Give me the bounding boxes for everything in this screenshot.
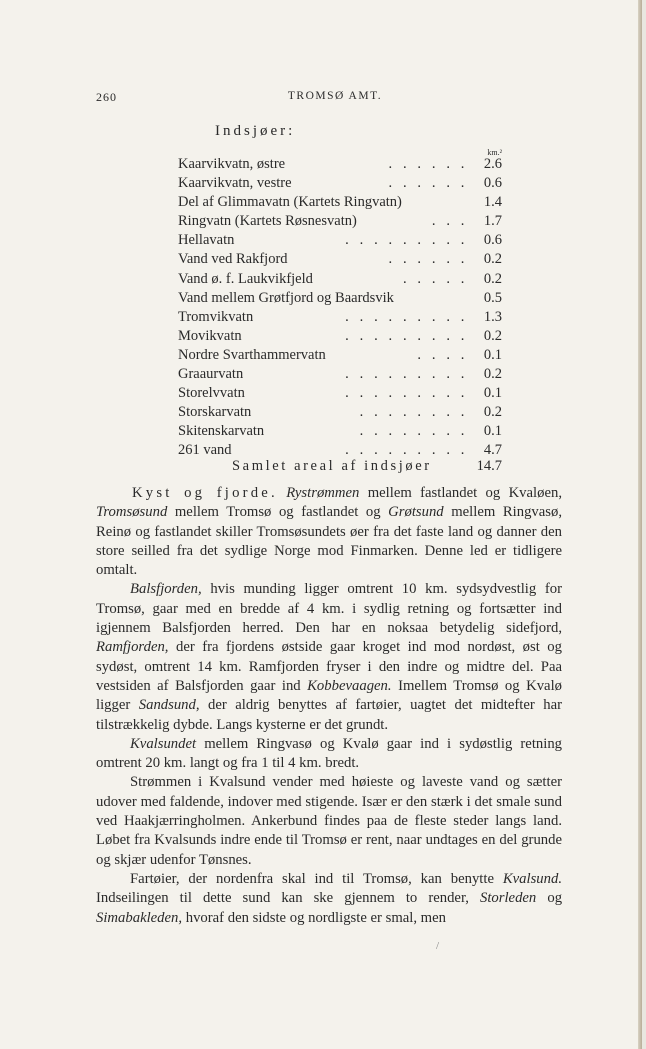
pencil-mark: / [436,940,440,952]
lake-area: 0.1 [483,385,502,402]
leader-dots: . . . . . . . . [359,423,468,440]
lake-area: 0.2 [483,366,502,383]
lake-row [178,403,502,422]
lake-row [178,270,502,289]
lake-area: 0.2 [483,404,502,421]
lake-name: Storelvvatn [178,385,245,402]
total-label: Samlet areal af indsjøer [232,458,432,474]
leader-dots: . . . . . . . . . [345,442,468,459]
lake-name: Kaarvikvatn, østre [178,156,286,172]
lakes-table [178,155,502,461]
lake-name: Movikvatn [178,327,242,344]
unit-label: km.² [487,148,502,157]
leader-dots: . . . . . . . . . [345,327,468,344]
lake-area: 0.2 [483,270,502,287]
lake-area: 0.1 [483,346,502,363]
lake-row [178,308,502,327]
paragraph-kvalsundet: Kvalsundet mellem Ringvasø og Kvalø gaar ind i sydøstlig retning omtrent 20 km. langt og fra 1 til 4 km. bredt. [96,735,563,772]
lake-name: Kaarvikvatn, vestre [178,175,292,192]
lake-name: Del af Glimmavatn (Kartets Ringvatn) [178,194,402,211]
lake-area: 1.7 [483,213,502,230]
lake-area: 0.5 [483,289,502,306]
leader-dots: . . . . . . . . . [345,385,468,402]
leader-dots: . . . . . . [388,251,468,268]
lake-name: Vand mellem Grøtfjord og Baardsvik [178,289,394,306]
lake-row [178,384,502,403]
leader-dots: . . . . . . . . . [345,308,468,325]
running-title: TROMSØ AMT. [287,90,383,102]
lake-name: Nordre Svarthammervatn [178,346,326,363]
leader-dots: . . . [431,213,468,230]
lake-area: 0.6 [483,232,502,249]
lake-name: Tromvikvatn [178,308,254,325]
page-number: 260 [96,90,117,104]
lake-area: 4.7 [483,442,502,459]
lake-row [178,365,502,384]
lake-row [178,250,502,269]
lake-row [178,231,502,250]
lake-name: Vand ø. f. Laukvikfjeld [178,270,313,287]
body-text [96,484,562,928]
lake-row [178,193,502,212]
leader-dots: . . . . . . . . . [345,366,468,383]
lake-row [178,289,502,308]
lake-row [178,327,502,346]
lake-name: Graaurvatn [178,366,244,383]
paragraph-coast: Kyst og fjorde. Rystrømmen mellem fastlandet og Kvaløen, Tromsøsund mellem Tromsø og fastlandet og Grøtsund mellem Ringvasø, Reinø og fastlandet skiller Tromsøsundets øer fra det faste land og danner den store seilled fra det sydlige Norge mod Finmarken. Denne led er tidligere omtalt. [96,485,563,579]
lake-name: Skitenskarvatn [178,423,265,440]
lake-row [178,174,502,193]
lake-row [178,155,502,174]
lake-area: 0.2 [483,327,502,344]
lake-name: Ringvatn (Kartets Røsnesvatn) [178,213,357,230]
lake-row [178,212,502,231]
lake-row [178,346,502,365]
paragraph-vessels: Fartøier, der nordenfra skal ind til Tromsø, kan benytte Kvalsund. Indseilingen til dette sund kan ske gjennem to render, Storleden og Simabakleden, hvoraf den sidste og nordligste er smal, men [96,870,563,926]
leader-dots: . . . . [417,346,468,363]
lake-name: Hellavatn [178,232,235,249]
total-value: 14.7 [476,458,502,474]
page-header [96,90,574,110]
leader-dots: . . . . . . . . . [345,232,468,249]
leader-dots: . . . . . . . . [359,404,468,421]
paragraph-balsfjorden: Balsfjorden, hvis munding ligger omtrent 10 km. sydsydvestlig for Tromsø, gaar med en bredde af 4 km. i sydlig retning og fortsætter ind igjennem Balsfjorden herred. Den har en noksaa betydelig sidefjord, Ramfjorden, der fra fjordens østside gaar kroget ind mod nordøst, øst og sydøst, omtrent 14 km. Ramfjorden fryser i den indre og midtre del. Paa vestsiden af Balsfjorden gaar ind Kobbevaagen. Imellem Tromsø og Kvalø ligger Sandsund, der aldrig benyttes af fartøier, uagtet det midtefter har tilstrækkelig dybde. Langs kysterne er det grundt. [96,581,563,733]
lake-area: 1.3 [483,308,502,325]
lake-name: Storskarvatn [178,404,252,421]
lake-area: 1.4 [483,194,502,211]
page-edge [638,0,642,1049]
total-row [232,458,502,475]
leader-dots: . . . . . . [388,156,468,172]
lake-name: 261 vand [178,442,232,459]
lake-row [178,422,502,441]
lakes-heading: Indsjøer: [215,123,296,139]
lake-area: 0.1 [483,423,502,440]
section-heading: Kyst og fjorde. [132,485,278,501]
leader-dots: . . . . . [402,270,468,287]
lake-area: 0.6 [483,175,502,192]
lake-area: 2.6 [483,156,502,172]
paragraph-current: Strømmen i Kvalsund vender med høieste og laveste vand og sætter udover med faldende, indover med stigende. Især er den stærk i det smale sund ved Haakjærringholmen. Ankerbund findes paa de fleste steder langs land. Løbet fra Kvalsunds indre ende til Tromsø er rent, naar undtages en del grunde og skjær udenfor Tønsnes. [96,774,562,868]
lake-area: 0.2 [483,251,502,268]
lake-name: Vand ved Rakfjord [178,251,288,268]
leader-dots: . . . . . . [388,175,468,192]
